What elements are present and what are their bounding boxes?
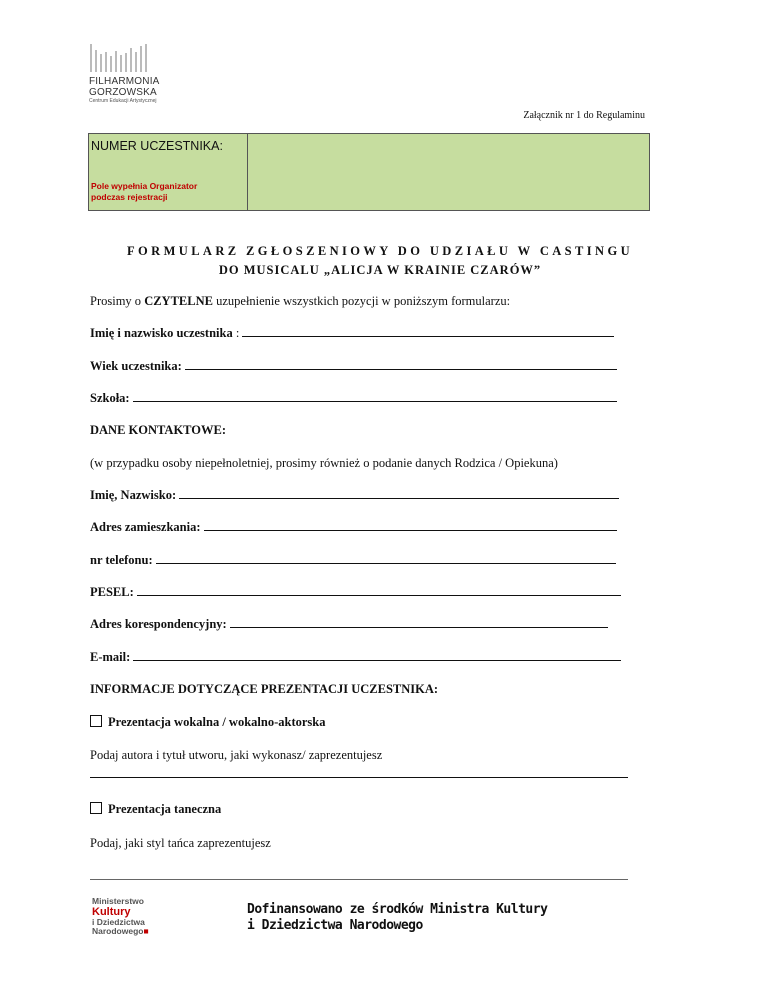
school-field[interactable] bbox=[133, 400, 617, 402]
form-title-line1: FORMULARZ ZGŁOSZENIOWY DO UDZIAŁU W CASTINGU bbox=[126, 244, 634, 258]
intro-text bbox=[90, 294, 510, 309]
school-label: Szkoła: bbox=[90, 391, 130, 405]
email-row bbox=[90, 650, 621, 665]
form-title bbox=[90, 244, 670, 278]
age-label: Wiek uczestnika: bbox=[90, 359, 182, 373]
ministry-logo bbox=[92, 897, 149, 936]
pesel-row bbox=[90, 585, 621, 600]
name-label: Imię i nazwisko uczestnika bbox=[90, 326, 233, 340]
vocal-hint: Podaj autora i tytuł utworu, jaki wykonasz/ zaprezentujesz bbox=[90, 748, 383, 762]
pesel-field[interactable] bbox=[137, 594, 621, 596]
address-label: Adres zamieszkania: bbox=[90, 520, 201, 534]
phone-label: nr telefonu: bbox=[90, 553, 153, 567]
organ-pipes-icon bbox=[89, 42, 159, 74]
vocal-answer-line[interactable] bbox=[90, 777, 628, 778]
age-field[interactable] bbox=[185, 368, 617, 370]
form-title-line2: DO MUSICALU „ALICJA W KRAINIE CZARÓW” bbox=[218, 263, 542, 277]
participant-number-box bbox=[88, 133, 650, 211]
address-row bbox=[90, 520, 617, 535]
participant-number-field[interactable] bbox=[248, 134, 649, 210]
address-field[interactable] bbox=[204, 529, 617, 531]
intro-before: Prosimy o bbox=[90, 294, 145, 308]
email-field[interactable] bbox=[133, 659, 621, 661]
organizer-note bbox=[91, 181, 197, 203]
name-row bbox=[90, 326, 614, 341]
pesel-label: PESEL: bbox=[90, 585, 134, 599]
name-field[interactable] bbox=[242, 335, 614, 337]
phone-row bbox=[90, 553, 616, 568]
corr-address-row bbox=[90, 617, 608, 632]
presentation-header: INFORMACJE DOTYCZĄCE PREZENTACJI UCZESTNIKA: bbox=[90, 682, 439, 696]
dance-label: Prezentacja taneczna bbox=[108, 802, 222, 816]
school-row bbox=[90, 391, 617, 406]
logo-name-line2: GORZOWSKA bbox=[89, 87, 157, 98]
phone-field[interactable] bbox=[156, 562, 616, 564]
funding-line2: i Dziedzictwa Narodowego bbox=[247, 918, 423, 933]
filharmonia-logo bbox=[89, 42, 209, 106]
ministry-dot-icon: ■ bbox=[143, 926, 149, 936]
email-label: E-mail: bbox=[90, 650, 131, 664]
contact-header: DANE KONTAKTOWE: bbox=[90, 423, 227, 437]
funding-note bbox=[247, 902, 547, 934]
organizer-note-line1: Pole wypełnia Organizator bbox=[91, 181, 198, 191]
ministry-line4: Narodowego bbox=[92, 926, 144, 936]
organizer-note-line2: podczas rejestracji bbox=[91, 192, 168, 202]
vocal-checkbox[interactable] bbox=[90, 715, 102, 727]
corr-address-field[interactable] bbox=[230, 626, 608, 628]
logo-name-line1: FILHARMONIA bbox=[89, 76, 160, 87]
ministry-line3: i Dziedzictwa bbox=[92, 917, 145, 927]
participant-number-label-cell bbox=[89, 134, 248, 210]
logo-name bbox=[89, 76, 160, 98]
ministry-line4-wrap bbox=[92, 927, 149, 936]
ministry-line1: Ministerstwo bbox=[92, 896, 144, 906]
annex-note: Załącznik nr 1 do Regulaminu bbox=[523, 110, 645, 121]
contact-note: (w przypadku osoby niepełnoletniej, prosimy również o podanie danych Rodzica / Opiekuna) bbox=[90, 456, 558, 470]
dance-answer-line[interactable] bbox=[90, 879, 628, 880]
dance-checkbox[interactable] bbox=[90, 802, 102, 814]
dance-option[interactable] bbox=[90, 802, 221, 817]
age-row bbox=[90, 359, 617, 374]
dance-hint: Podaj, jaki styl tańca zaprezentujesz bbox=[90, 836, 271, 850]
funding-line1: Dofinansowano ze środków Ministra Kultury bbox=[247, 902, 548, 917]
parent-name-field[interactable] bbox=[179, 497, 619, 499]
ministry-line2: Kultury bbox=[92, 906, 131, 918]
name-separator: : bbox=[232, 326, 243, 340]
vocal-option[interactable] bbox=[90, 715, 325, 730]
vocal-label: Prezentacja wokalna / wokalno-aktorska bbox=[108, 715, 326, 729]
corr-address-label: Adres korespondencyjny: bbox=[90, 617, 227, 631]
parent-name-label: Imię, Nazwisko: bbox=[90, 488, 177, 502]
intro-bold: CZYTELNE bbox=[144, 294, 213, 308]
parent-name-row bbox=[90, 488, 619, 503]
participant-number-label: NUMER UCZESTNIKA: bbox=[91, 139, 223, 153]
intro-after: uzupełnienie wszystkich pozycji w poniższym formularzu: bbox=[212, 294, 511, 308]
logo-tagline: Centrum Edukacji Artystycznej bbox=[89, 98, 157, 104]
